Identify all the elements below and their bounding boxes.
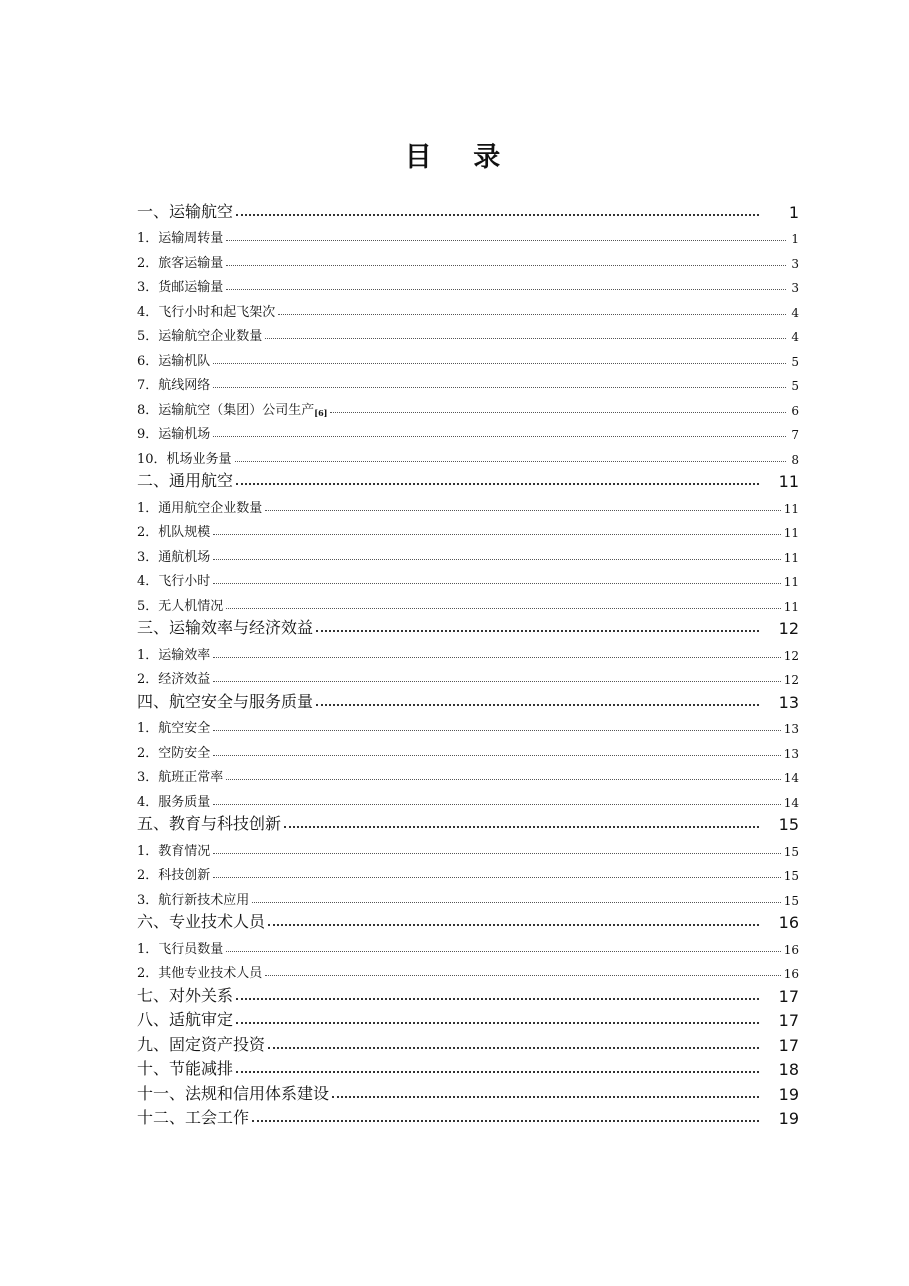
toc-entry-label: 10．机场业务量 bbox=[137, 451, 232, 467]
toc-page-number: 13 bbox=[778, 692, 799, 712]
toc-entry-label: 三、运输效率与经济效益 bbox=[137, 618, 314, 637]
toc-subsection-entry[interactable] bbox=[137, 295, 799, 320]
toc-entry-label: 八、适航审定 bbox=[137, 1010, 234, 1029]
toc-leader-dots bbox=[213, 755, 780, 756]
toc-entry-label: 3．货邮运输量 bbox=[137, 280, 224, 295]
toc-entry-label: 四、航空安全与服务质量 bbox=[137, 691, 314, 711]
toc-page-number: 6 bbox=[791, 403, 799, 418]
toc-page-number: 15 bbox=[783, 869, 799, 883]
toc-page-number: 3 bbox=[791, 256, 799, 271]
toc-entry-label: 2．旅客运输量 bbox=[137, 255, 224, 271]
toc-leader-dots bbox=[265, 338, 786, 339]
toc-page-number: 19 bbox=[778, 1084, 799, 1104]
toc-entry-label: 五、教育与科技创新 bbox=[137, 814, 282, 833]
toc-page-number: 18 bbox=[778, 1060, 799, 1079]
toc-entry-label: 2．空防安全 bbox=[137, 745, 211, 761]
toc-subsection-entry[interactable] bbox=[137, 320, 799, 345]
toc-subsection-entry[interactable] bbox=[137, 222, 799, 247]
toc-page-number: 8 bbox=[791, 452, 799, 467]
toc-page-number: 4 bbox=[791, 330, 799, 344]
toc-leader-dots bbox=[213, 387, 786, 388]
toc-subsection-entry[interactable] bbox=[137, 834, 799, 859]
toc-page-number: 1 bbox=[788, 202, 799, 222]
toc-leader-dots bbox=[235, 461, 786, 462]
toc-page-number: 11 bbox=[783, 550, 799, 565]
toc-page-number: 11 bbox=[783, 575, 799, 589]
toc-page-number: 16 bbox=[783, 967, 799, 981]
toc-leader-dots bbox=[236, 214, 759, 216]
toc-leader-dots bbox=[332, 1096, 759, 1098]
toc-leader-dots bbox=[213, 583, 780, 584]
toc-page-number: 11 bbox=[783, 501, 799, 516]
toc-subsection-entry[interactable] bbox=[137, 271, 799, 296]
toc-leader-dots bbox=[236, 1071, 759, 1073]
toc-entry-label: 九、固定资产投资 bbox=[137, 1034, 266, 1054]
toc-leader-dots bbox=[213, 559, 780, 560]
toc-leader-dots bbox=[213, 877, 780, 878]
toc-page-number: 14 bbox=[783, 795, 799, 810]
toc-leader-dots bbox=[213, 363, 786, 364]
toc-subsection-entry[interactable] bbox=[137, 859, 799, 884]
toc-entry-label: 5．无人机情况 bbox=[137, 598, 224, 614]
toc-entry-label: 4．飞行小时 bbox=[137, 574, 211, 589]
toc-subsection-entry[interactable] bbox=[137, 761, 799, 786]
toc-page-number: 4 bbox=[791, 305, 799, 320]
toc-section-entry[interactable] bbox=[137, 1006, 799, 1031]
toc-page-number: 11 bbox=[778, 472, 799, 491]
toc-subsection-entry[interactable] bbox=[137, 883, 799, 908]
toc-leader-dots bbox=[213, 681, 780, 682]
toc-subsection-entry[interactable] bbox=[137, 491, 799, 516]
toc-leader-dots bbox=[268, 924, 759, 926]
toc-subsection-entry[interactable] bbox=[137, 712, 799, 737]
toc-page-number: 15 bbox=[783, 893, 799, 908]
toc-entry-label: 一、运输航空 bbox=[137, 201, 234, 221]
toc-section-entry[interactable] bbox=[137, 1079, 799, 1104]
toc-section-entry[interactable] bbox=[137, 687, 799, 712]
toc-subsection-entry[interactable] bbox=[137, 565, 799, 590]
toc-section-entry[interactable] bbox=[137, 467, 799, 492]
toc-entry-label: 5．运输航空企业数量 bbox=[137, 329, 263, 344]
toc-page-number: 17 bbox=[778, 986, 799, 1006]
toc-section-entry[interactable] bbox=[137, 197, 799, 222]
toc-subsection-entry[interactable] bbox=[137, 736, 799, 761]
toc-entry-label: 1．航空安全 bbox=[137, 721, 211, 736]
toc-leader-dots bbox=[213, 534, 780, 535]
toc-leader-dots bbox=[236, 1022, 759, 1024]
toc-entry-label: 十一、法规和信用体系建设 bbox=[137, 1083, 330, 1103]
toc-page-number: 12 bbox=[778, 619, 799, 638]
page-title: 目 录 bbox=[404, 142, 517, 173]
toc-entry-label: 3．航班正常率 bbox=[137, 770, 224, 785]
toc-page-number: 12 bbox=[783, 648, 799, 663]
toc-leader-dots bbox=[226, 265, 786, 266]
toc-subsection-entry[interactable] bbox=[137, 246, 799, 271]
toc-leader-dots bbox=[252, 902, 780, 903]
toc-page-number: 19 bbox=[778, 1109, 799, 1128]
toc-page-number: 7 bbox=[791, 428, 799, 442]
toc-entry-label: 1．飞行员数量 bbox=[137, 941, 224, 957]
toc-entry-label: 4．服务质量 bbox=[137, 794, 211, 810]
toc-section-entry[interactable] bbox=[137, 614, 799, 639]
toc-entry-label: 六、专业技术人员 bbox=[137, 912, 266, 931]
toc-entry-label: 1．教育情况 bbox=[137, 843, 211, 859]
toc-section-entry[interactable] bbox=[137, 908, 799, 933]
toc-leader-dots bbox=[226, 779, 780, 780]
toc-subsection-entry[interactable] bbox=[137, 442, 799, 467]
toc-section-entry[interactable] bbox=[137, 1030, 799, 1055]
toc-entry-label: 2．经济效益 bbox=[137, 672, 211, 687]
toc-page-number: 13 bbox=[783, 722, 799, 736]
toc-entry-label: 1．运输周转量 bbox=[137, 231, 224, 246]
toc-leader-dots bbox=[226, 240, 786, 241]
toc-leader-dots bbox=[330, 412, 786, 413]
toc-leader-dots bbox=[226, 608, 780, 609]
toc-leader-dots bbox=[252, 1120, 759, 1122]
toc-entry-label: 二、通用航空 bbox=[137, 471, 234, 490]
toc-leader-dots bbox=[316, 704, 759, 706]
toc-leader-dots bbox=[268, 1047, 759, 1049]
toc-leader-dots bbox=[213, 853, 780, 854]
toc-entry-label: 9．运输机场 bbox=[137, 427, 211, 442]
toc-subsection-entry[interactable] bbox=[137, 540, 799, 565]
toc-entry-label: 十二、工会工作 bbox=[137, 1108, 250, 1127]
toc-subsection-entry[interactable] bbox=[137, 932, 799, 957]
toc-entry-label: 4．飞行小时和起飞架次 bbox=[137, 304, 276, 320]
toc-page-number: 12 bbox=[783, 673, 799, 687]
toc-entry-label: 1．运输效率 bbox=[137, 647, 211, 663]
toc-subsection-entry[interactable] bbox=[137, 344, 799, 369]
toc-leader-dots bbox=[226, 289, 786, 290]
toc-subsection-entry[interactable] bbox=[137, 957, 799, 982]
toc-page-number: 15 bbox=[778, 815, 799, 834]
toc-page-number: 13 bbox=[783, 746, 799, 761]
toc-page-number: 11 bbox=[783, 599, 799, 614]
toc-page-number: 16 bbox=[783, 942, 799, 957]
toc-page-number: 3 bbox=[791, 281, 799, 295]
toc-leader-dots bbox=[236, 483, 759, 485]
toc-entry-label: 3．通航机场 bbox=[137, 549, 211, 565]
toc-entry-label: 2．科技创新 bbox=[137, 868, 211, 883]
toc-leader-dots bbox=[236, 998, 759, 1000]
toc-page-number: 11 bbox=[783, 526, 799, 540]
toc-subsection-entry[interactable] bbox=[137, 785, 799, 810]
toc-subsection-entry[interactable] bbox=[137, 393, 799, 418]
toc-leader-dots bbox=[284, 826, 759, 828]
toc-leader-dots bbox=[278, 314, 786, 315]
toc-subsection-entry[interactable] bbox=[137, 418, 799, 443]
toc-entry-label: 7．航线网络 bbox=[137, 378, 211, 393]
toc-page-number: 14 bbox=[783, 771, 799, 785]
toc-entry-label: 6．运输机队 bbox=[137, 353, 211, 369]
toc-subsection-entry[interactable] bbox=[137, 589, 799, 614]
toc-entry-label: 七、对外关系 bbox=[137, 985, 234, 1005]
toc-page-number: 17 bbox=[778, 1011, 799, 1030]
toc-leader-dots bbox=[265, 510, 780, 511]
toc-page-number: 16 bbox=[778, 913, 799, 932]
toc-subsection-entry[interactable] bbox=[137, 369, 799, 394]
toc-section-entry[interactable] bbox=[137, 981, 799, 1006]
toc-leader-dots bbox=[213, 730, 780, 731]
toc-section-entry[interactable] bbox=[137, 1055, 799, 1080]
toc-entry-label: 3．航行新技术应用 bbox=[137, 892, 250, 908]
toc-entry-label: 8．运输航空（集团）公司生产 bbox=[137, 402, 315, 418]
toc-page-number: 17 bbox=[778, 1035, 799, 1055]
toc-page-number: 5 bbox=[791, 354, 799, 369]
toc-subsection-entry[interactable] bbox=[137, 516, 799, 541]
toc-leader-dots bbox=[213, 657, 780, 658]
toc-leader-dots bbox=[316, 630, 759, 632]
table-of-contents bbox=[137, 197, 799, 1128]
toc-subsection-entry[interactable] bbox=[137, 638, 799, 663]
toc-leader-dots bbox=[213, 436, 786, 437]
toc-entry-label: 十、节能减排 bbox=[137, 1059, 234, 1078]
toc-entry-label: 2．其他专业技术人员 bbox=[137, 966, 263, 981]
toc-leader-dots bbox=[213, 804, 780, 805]
toc-section-entry[interactable] bbox=[137, 1104, 799, 1129]
toc-leader-dots bbox=[226, 951, 780, 952]
toc-leader-dots bbox=[265, 975, 780, 976]
toc-entry-label: 1．通用航空企业数量 bbox=[137, 500, 263, 516]
toc-section-entry[interactable] bbox=[137, 810, 799, 835]
toc-page-number: 1 bbox=[791, 232, 799, 246]
toc-page-number: 5 bbox=[791, 379, 799, 393]
toc-entry-label: 2．机队规模 bbox=[137, 525, 211, 540]
toc-entry-reference: [6] bbox=[314, 407, 328, 418]
toc-subsection-entry[interactable] bbox=[137, 663, 799, 688]
toc-page-number: 15 bbox=[783, 844, 799, 859]
